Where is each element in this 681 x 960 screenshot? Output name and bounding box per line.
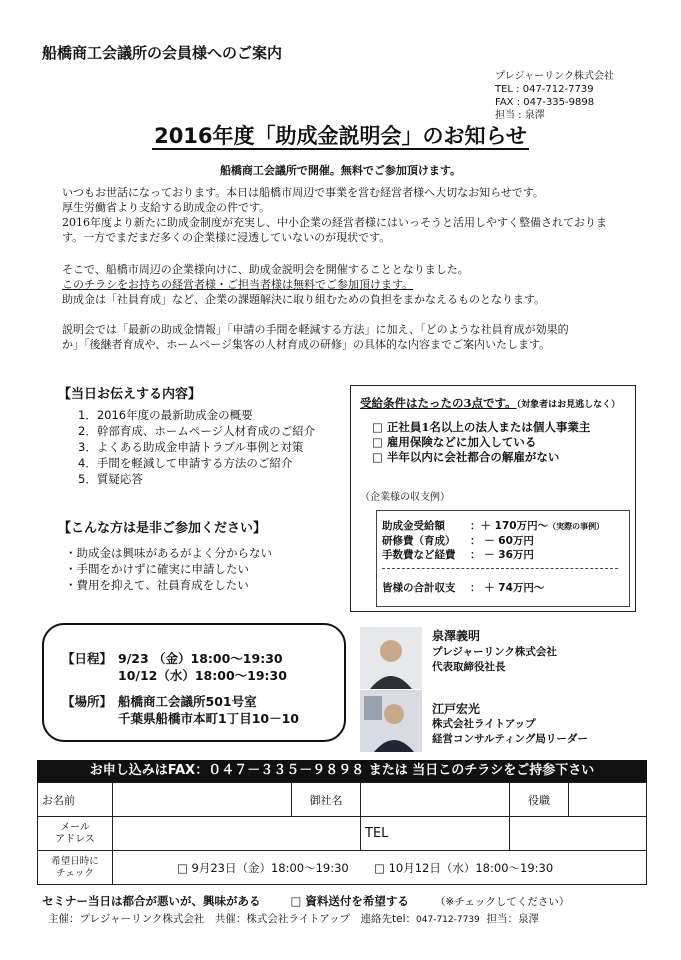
conditions-list (372, 420, 590, 465)
schedule-date-2: 10/12（水）18:00～19:30 (118, 668, 287, 683)
company-name: プレジャーリンク株式会社 (495, 71, 614, 82)
company-tel: TEL : 047-712-7739 (495, 84, 594, 95)
schedule-date-1: 9/23 （金）18:00～19:30 (118, 651, 283, 666)
application-form (37, 782, 647, 885)
company-contact: 担当 : 泉澤 (495, 110, 545, 121)
form-label-tel: TEL (361, 817, 510, 851)
page-subtitle: 船橋商工会議所で開催。無料でご参加頂けます。 (219, 164, 462, 177)
schedule-place-1: 船橋商工会議所501号室 (118, 694, 257, 709)
example-row: 助成金受給額 ：＋ 170万円～（実際の事例） (382, 520, 605, 532)
example-label: （企業様の収支例） (360, 492, 450, 503)
company-field[interactable] (361, 783, 510, 817)
list-item: ・手間をかけずに確実に申請したい (65, 562, 249, 576)
page-title: 2016年度「助成金説明会」のお知らせ (154, 124, 527, 148)
footer-organizer: 主催：プレジャーリンク株式会社 共催：株式会社ライトアップ 連絡先tel：047-712-7739 担当：泉澤 (48, 913, 539, 925)
form-label-position: 役職 (510, 783, 569, 817)
company-info (495, 70, 614, 122)
speaker-name-2: 江戸宏光 (432, 702, 481, 716)
condition-item: □ 半年以内に会社都合の解雇がない (372, 450, 560, 464)
recipient-heading: 船橋商工会議所の会員様へのご案内 (42, 44, 283, 62)
list-item: 3．よくある助成金申請トラブル事例と対策 (78, 440, 304, 454)
schedule-place-2: 千葉県船橋市本町1丁目10－10 (118, 711, 299, 726)
company-fax: FAX : 047-335-9898 (495, 97, 595, 108)
list-item: ・費用を抑えて、社員育成をしたい (65, 578, 249, 592)
position-field[interactable] (569, 783, 647, 817)
list-item: 2．幹部育成、ホームページ人材育成のご紹介 (78, 424, 316, 438)
example-total: 皆様の合計収支 ： ＋ 74万円～ (382, 582, 545, 594)
date-option-1-checkbox[interactable]: □ 9月23日（金）18:00～19:30 (177, 860, 349, 875)
content-list (78, 407, 315, 487)
form-label-name: お名前 (38, 783, 113, 817)
date-option-2-checkbox[interactable]: □ 10月12日（水）18:00～19:30 (374, 860, 554, 875)
target-list (65, 545, 272, 593)
list-item: 1．2016年度の最新助成金の概要 (78, 408, 253, 422)
conditions-title: 受給条件はたったの3点です。（対象者はお見逃しなく） (360, 396, 621, 410)
example-divider (382, 568, 618, 569)
form-label-date: 希望日時に チェック (38, 851, 113, 885)
content-section-title: 【当日お伝えする内容】 (58, 387, 202, 402)
list-item: 4．手間を軽減して申請する方法のご紹介 (78, 456, 293, 470)
schedule-date-label: 【日程】 (62, 651, 113, 666)
speaker-photo-1 (360, 627, 422, 689)
tel-field[interactable] (510, 817, 647, 851)
form-label-company: 御社名 (292, 783, 361, 817)
schedule-place-label: 【場所】 (62, 694, 113, 709)
date-options (113, 851, 647, 885)
condition-item: □ 正社員1名以上の法人または個人事業主 (372, 420, 591, 434)
target-section-title: 【こんな方は是非ご参加ください】 (58, 521, 267, 536)
list-item: 5．質疑応答 (78, 472, 143, 486)
application-banner: お申し込みはFAX：０４７－３３５－９８９８ または 当日このチラシをご持参下さい (37, 760, 647, 782)
material-request-checkbox[interactable]: □ 資料送付を希望する (290, 894, 409, 908)
intro-paragraph-3: 説明会では「最新の助成金情報」「申請の手間を軽減する方法」に加え、「どのような社員育成が効果的 か」「後継者育成や、ホームページ集客の人材育成の研修」の具体的な内容までご案内いたします。 (62, 323, 569, 351)
intro-paragraph-1: いつもお世話になっております。本日は船橋市周辺で事業を営む経営者様へ大切なお知らせです。 厚生労働省より支給する助成金の件です。 2016年度より新たに助成金制度が充実し、中小企業の経営者様にはいっそうと活用しやすく整備されておりま す。一方でまだまだ多くの企業様に浸透していないのが現状です。 (62, 186, 607, 244)
footer-request: セミナー当日は都合が悪いが、興味がある □ 資料送付を希望する （※チェックしてください） (42, 894, 570, 908)
name-field[interactable] (113, 783, 292, 817)
speaker-photo-2 (360, 690, 422, 752)
speaker-info-1: プレジャーリンク株式会社 代表取締役社長 (432, 646, 557, 673)
form-label-email: メール アドレス (38, 817, 113, 851)
condition-item: □ 雇用保険などに加入している (372, 435, 537, 449)
list-item: ・助成金は興味があるがよく分からない (65, 546, 272, 560)
example-rows (382, 519, 604, 562)
example-row: 研修費（育成） ： － 60万円 (382, 535, 534, 547)
intro-paragraph-2: そこで、船橋市周辺の企業様向けに、助成金説明会を開催することとなりました。 このチラシをお持ちの経営者様・ご担当者様は無料でご参加頂けます。 助成金は「社員育成」など、企業の課題解決に取り組むための負担をまかなえるものとなります。 (62, 263, 546, 306)
example-row: 手数費など経費 ： － 36万円 (382, 549, 534, 561)
speaker-info-2: 株式会社ライトアップ 経営コンサルティング局リーダー (432, 718, 588, 745)
speaker-name-1: 泉澤義明 (432, 629, 481, 643)
email-field[interactable] (113, 817, 361, 851)
